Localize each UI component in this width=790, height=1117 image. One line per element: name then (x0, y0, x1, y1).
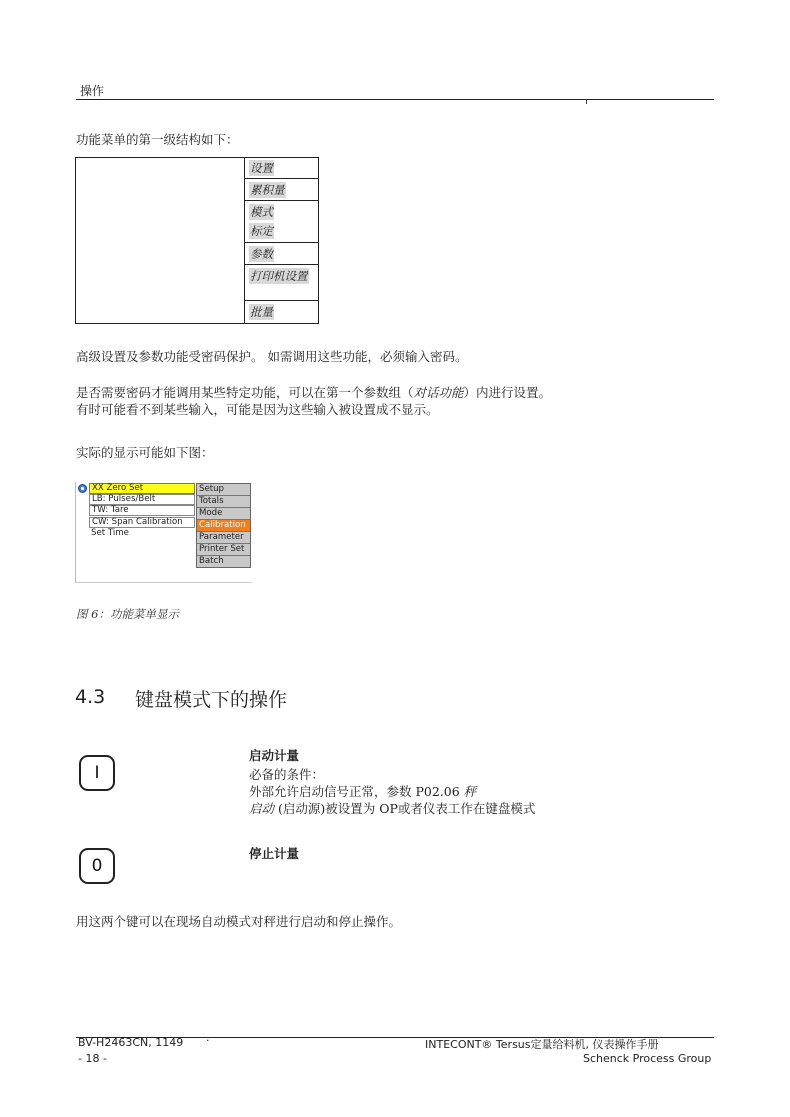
start-key-icon: I (79, 755, 115, 791)
menu-item-totals[interactable]: Totals (197, 496, 250, 508)
start-source-line (249, 800, 535, 817)
menu-item-setup[interactable]: Setup (197, 484, 250, 496)
submenu-item-set-time[interactable] (76, 529, 196, 540)
menu-item-calibration[interactable]: Calibration (197, 520, 250, 532)
menu-row-totals (245, 179, 319, 201)
menu-label: 批量 (250, 305, 273, 319)
start-source-text: (启动源)被设置为 OP或者仪表工作在键盘模式 (274, 801, 536, 816)
footer-dot: · (206, 1034, 210, 1047)
start-requirement: 必备的条件： (249, 767, 325, 782)
para2-part-a: 是否需要密码才能调用某些特定功能，可以在第一个参数组（ (76, 385, 414, 400)
submenu-label: Set Time (91, 528, 129, 538)
stop-key-icon: 0 (79, 848, 115, 884)
menu-row-parameter (245, 243, 319, 265)
stop-heading: 停止计量 (249, 846, 300, 861)
menu-label: 设置 (250, 161, 273, 175)
footer-company: Schenck Process Group (583, 1052, 712, 1065)
zero-set-icon (78, 484, 87, 493)
closing-paragraph: 用这两个键可以在现场自动模式对秤进行启动和停止操作。 (76, 914, 402, 929)
display-intro: 实际的显示可能如下图： (76, 445, 214, 460)
menu-item-batch[interactable]: Batch (199, 556, 224, 566)
section-number: 4.3 (75, 686, 106, 708)
password-config-paragraph (76, 384, 551, 401)
figure-caption: 图 6：功能菜单显示 (76, 607, 179, 621)
menu-label: 模式 (250, 205, 273, 219)
menu-item-parameter[interactable]: Parameter (197, 532, 250, 544)
submenu-label: CW: Span Calibration (89, 517, 195, 528)
start-condition-text: 外部允许启动信号正常，参数 P02.06 (249, 784, 464, 799)
footer-product: INTECONT® Tersus定量给料机, 仪表操作手册 (425, 1038, 659, 1051)
scale-term: 秤 (463, 784, 477, 799)
header-rule (76, 99, 714, 100)
submenu-item-tare[interactable] (76, 505, 196, 516)
password-paragraph: 高级设置及参数功能受密码保护。 如需调用这些功能，必须输入密码。 (76, 349, 468, 364)
header-tick (586, 99, 587, 104)
main-menu-list (196, 483, 251, 568)
intro-text: 功能菜单的第一级结构如下： (76, 132, 239, 147)
menu-row-batch (245, 301, 319, 324)
function-menu-display (75, 482, 252, 583)
footer-doc-id: BV-H2463CN, 1149 (78, 1036, 184, 1049)
menu-label: 打印机设置 (250, 269, 308, 283)
submenu-label: LB: Pulses/Belt (89, 494, 195, 505)
section-title: 键盘模式下的操作 (135, 689, 288, 711)
start-heading: 启动计量 (249, 748, 300, 763)
hidden-inputs-paragraph: 有时可能看不到某些输入，可能是因为这些输入被设置成不显示。 (76, 402, 439, 417)
header-title: 操作 (80, 84, 105, 98)
submenu-item-zero-set[interactable] (76, 483, 196, 494)
menu-label: 累积量 (250, 183, 285, 197)
footer-page-number: - 18 - (78, 1052, 107, 1065)
submenu-label: TW: Tare (89, 505, 195, 516)
menu-row-calibration (245, 220, 319, 243)
start-condition-line (249, 783, 476, 800)
start-term: 启动 (249, 801, 275, 816)
dialog-function-term: 对话功能 (413, 385, 464, 400)
menu-row-mode (245, 201, 319, 222)
menu-structure-column (244, 157, 319, 324)
menu-item-mode[interactable]: Mode (197, 508, 250, 520)
menu-row-setup (245, 157, 319, 179)
menu-item-printer-set[interactable]: Printer Set (197, 544, 250, 556)
submenu-label: XX Zero Set (89, 483, 195, 494)
menu-label: 参数 (250, 247, 273, 261)
submenu-item-span[interactable] (76, 517, 196, 528)
submenu-item-pulses[interactable] (76, 494, 196, 505)
para2-part-b: ）内进行设置。 (463, 385, 552, 400)
menu-label: 标定 (250, 224, 273, 238)
menu-row-printer (245, 265, 319, 301)
